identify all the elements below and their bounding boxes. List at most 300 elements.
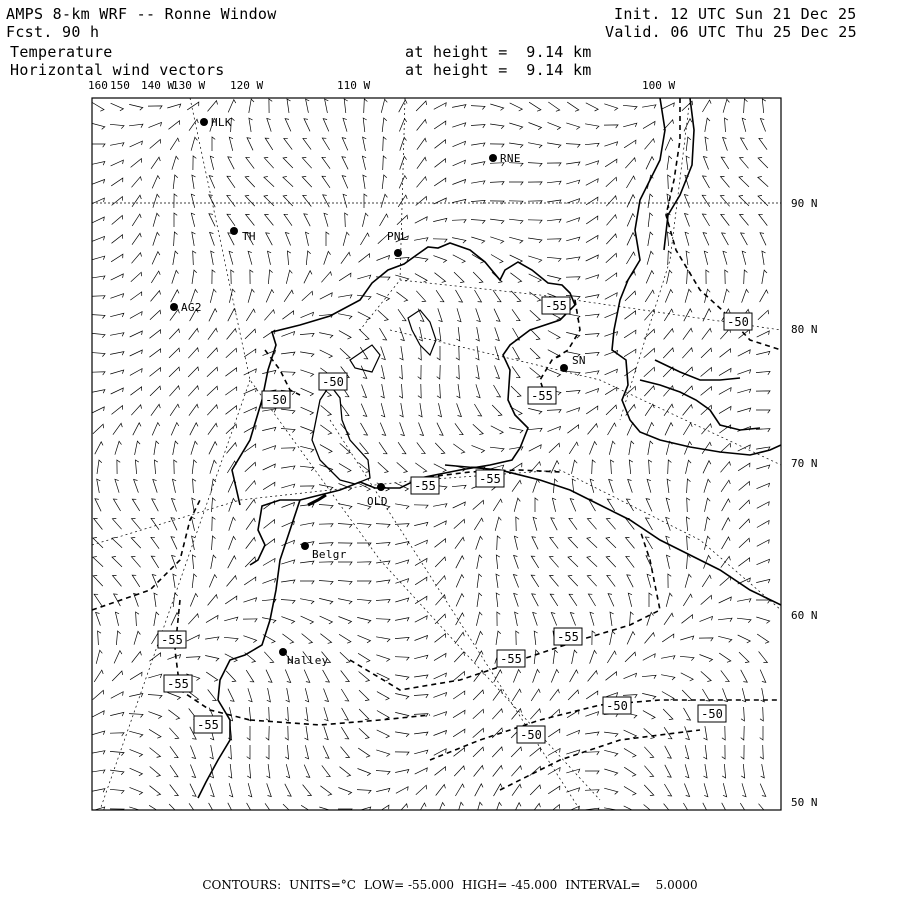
wind-barb [192,536,196,550]
wind-barb [490,237,503,244]
wind-barb [415,463,426,472]
wind-barb [338,581,352,585]
wind-barb [592,460,596,474]
wind-barb [287,99,291,113]
wind-barb [244,388,257,394]
wind-barb [515,612,519,626]
wind-barb [359,672,370,682]
wind-barb [528,182,542,185]
wind-barb [246,157,254,168]
wind-barb [647,612,654,625]
wind-barb [566,408,579,413]
wind-barb [91,180,104,185]
wind-barb [93,557,103,567]
wind-barb [624,786,636,795]
wind-barb [705,137,709,151]
wind-barb [190,784,196,797]
wind-barb [646,423,654,436]
wind-barb [664,804,673,815]
wind-barb [113,423,122,434]
wind-barb [605,369,618,375]
wind-barb [722,537,731,549]
wind-barb [509,428,523,434]
wind-barb [150,748,161,758]
wind-barb [471,106,485,110]
wind-barb [492,405,502,416]
wind-barb [243,598,256,602]
wind-barb [248,783,252,797]
field-name-temperature: Temperature [10,43,113,61]
wind-barb [722,233,729,245]
wind-barb [322,138,329,150]
wind-barb [756,465,769,469]
wind-barb [377,692,389,701]
wind-barb [417,138,426,149]
wind-barb [623,105,637,109]
wind-barb [414,732,428,736]
wind-barb [301,312,314,317]
wind-barb [741,726,745,740]
wind-barb [624,311,635,319]
wind-barb [756,410,770,413]
wind-barb [226,671,236,682]
wind-barb [359,329,369,340]
wind-barb [567,102,579,111]
wind-barb [741,707,744,721]
wind-barb [721,176,730,187]
wind-barb [433,256,446,263]
wind-barb [212,517,216,531]
wind-barb [111,178,123,186]
wind-barb [91,276,105,280]
wind-barb [646,499,652,512]
wind-barb [684,708,691,720]
wind-barb [704,536,710,550]
wind-barb [473,747,484,757]
wind-barb [456,327,459,341]
wind-barb [227,329,237,340]
wind-barb [725,270,728,284]
wind-barb [496,631,501,645]
wind-barb [686,137,691,151]
wind-barb [415,217,427,223]
wind-barb [702,214,709,226]
wind-barb [667,156,672,170]
wind-barb [604,750,618,756]
wind-barb [301,388,314,396]
wind-barb [629,460,633,474]
wind-barb [132,195,141,207]
wind-barb [569,442,578,454]
wind-barb [456,290,463,302]
wind-barb [433,712,446,717]
wind-barb [269,99,272,113]
wind-barb [624,140,636,148]
wind-barb [493,766,503,777]
wind-barb [473,272,483,283]
wind-barb [528,428,542,432]
wind-barb [117,460,120,474]
wind-barb [244,407,257,413]
wind-barb [132,233,141,244]
wind-barb [625,291,636,301]
wind-barb [91,296,105,299]
wind-barb [319,598,333,604]
wind-barb [720,576,731,585]
wind-barb [626,556,634,567]
wind-barb [338,599,352,605]
wind-barb [132,214,141,226]
wind-barb [585,712,598,717]
wind-barb [457,802,463,815]
wind-barb [187,635,200,641]
wind-barb [476,802,482,815]
wind-barb [341,671,350,682]
wind-barb [705,118,710,132]
wind-barb [530,709,540,719]
wind-barb [644,367,655,376]
wind-barb [758,177,768,187]
wind-barb [435,634,446,643]
wind-barb [687,479,691,493]
wind-barb [174,194,177,208]
wind-barb [471,220,485,224]
wind-barb [551,670,559,683]
wind-barb [419,327,423,341]
wind-barb [338,524,352,528]
wind-barb [130,387,141,395]
wind-barb [414,505,428,509]
wind-barb [286,270,292,284]
wind-barb [300,466,314,471]
wind-barb [757,540,769,547]
wind-barb [186,657,200,660]
wind-barb [737,618,751,623]
wind-barb [566,237,580,241]
wind-barb [174,213,177,227]
wind-barb [376,619,390,623]
wind-barb [151,556,158,568]
forecast-label: Fcst. [6,23,53,41]
wind-barb [585,389,598,394]
wind-barb [661,656,675,660]
wind-barb [381,365,385,379]
wind-barb [152,176,160,189]
wind-barb [569,518,577,529]
wind-barb [320,634,331,644]
wind-barb [207,348,217,358]
wind-barb [495,346,499,359]
wind-barb [414,257,428,262]
wind-barb [340,443,351,453]
wind-barb [415,596,427,603]
wind-barb [245,481,255,492]
wind-barb [229,251,233,264]
wind-barb [549,443,560,453]
wind-barb [720,443,731,452]
wind-barb [285,784,291,796]
wind-barb [756,371,770,374]
wind-barb [208,595,218,606]
wind-barb [453,444,464,453]
wind-barb [627,195,635,208]
wind-barb [496,593,500,607]
wind-barb [491,426,503,434]
wind-barb [719,597,732,603]
wind-barb [606,253,617,262]
wind-barb [648,232,653,246]
wind-barb [723,289,729,303]
wind-barb [208,101,218,112]
wind-barb [435,140,446,149]
wind-barb [756,617,769,623]
wind-barb [647,479,651,492]
wind-barb [228,309,236,321]
wind-barb [474,766,484,777]
wind-barb [759,138,767,149]
wind-barb [130,672,142,679]
wind-barb [112,197,123,206]
wind-barb [209,176,215,189]
wind-barb [133,423,141,435]
wind-barb [703,309,711,322]
wind-barb [206,615,218,622]
wind-barb [167,104,180,108]
wind-barb [682,615,693,624]
wind-barb [476,536,483,549]
wind-barb [702,195,710,207]
wind-barb [304,119,310,132]
wind-barb [363,118,367,132]
wind-barb [490,144,504,147]
wind-barb [227,195,235,206]
wind-barb [376,788,390,792]
wind-barb [243,619,257,622]
wind-barb [116,631,120,645]
wind-barb [548,768,560,775]
wind-barb [245,329,256,339]
wind-barb [626,499,633,511]
wind-barb [339,634,351,643]
wind-barb [627,214,635,227]
wind-barb [132,253,142,264]
wind-barb [533,479,540,492]
wind-barb [397,462,408,472]
wind-barb [400,137,407,150]
wind-barb [153,194,160,207]
wind-barb [435,576,445,587]
wind-barb [550,575,559,586]
wind-barb [414,238,428,242]
wind-barb [395,657,409,661]
wind-barb [171,290,179,302]
wind-barb [111,388,124,394]
wind-barb [647,251,653,264]
wind-barb [169,329,179,339]
wind-barb [131,159,142,168]
wind-barb [169,728,178,739]
wind-barb [149,729,161,738]
wind-barb [490,104,503,110]
wind-barb [229,783,233,797]
wind-barb [399,119,406,132]
wind-barb [624,673,637,678]
wind-barb [231,270,234,284]
wind-barb [395,732,409,737]
wind-barb [338,788,351,795]
wind-barb [324,689,329,702]
wind-barb [665,765,671,777]
station-dot [394,249,402,257]
wind-barb [300,561,314,565]
wind-barb [132,518,141,529]
wind-barb [169,386,179,396]
wind-barb [152,423,160,436]
wind-barb [91,162,105,166]
wind-barb [644,386,654,396]
wind-barb [212,498,216,512]
wind-barb [437,365,441,379]
wind-barb [647,574,651,587]
wind-barb [395,560,408,564]
wind-barb [512,709,522,720]
wind-barb [604,142,617,146]
wind-barb [112,556,122,567]
wind-barb [586,235,598,242]
wind-barb [509,237,523,243]
wind-barb [228,556,236,568]
wind-barb [760,290,769,302]
wind-barb [281,466,295,470]
wind-barb [738,558,749,566]
wind-barb [566,180,579,184]
wind-barb [528,143,542,148]
wind-barb [496,555,500,569]
wind-barb [549,556,558,567]
wind-barb [247,764,250,778]
wind-barb [610,631,616,645]
wind-barb [111,692,123,699]
wind-barb [167,655,180,660]
wind-barb [111,160,124,166]
wind-barb [338,295,352,299]
wind-barb [722,745,725,759]
wind-barb [720,349,731,358]
wind-barb [759,214,768,225]
wind-barb [471,162,485,166]
wind-barb [246,214,255,225]
wind-barb [756,391,770,394]
wind-barb [342,157,348,170]
wind-barb [757,559,770,564]
wind-barb [685,214,690,227]
map-title: AMPS 8-km WRF -- Ronne Window [6,5,277,23]
valid-time: Valid. 06 UTC Thu 25 Dec 25 [605,23,857,41]
wind-barb [490,219,504,224]
wind-barb [148,712,161,719]
wind-barb [93,575,103,586]
wind-barb [509,123,522,129]
wind-barb [452,123,465,127]
wind-barb [359,690,369,701]
wind-barb [395,675,409,680]
wind-barb [131,272,142,281]
wind-barb [452,485,466,489]
wind-barb [513,347,520,359]
wind-barb [604,769,617,775]
wind-barb [762,270,767,284]
wind-barb [189,404,198,415]
wind-barb [454,672,465,681]
wind-barb [701,424,711,434]
wind-barb [685,289,691,302]
wind-barb [362,213,368,227]
wind-barb [301,616,314,624]
wind-barb [756,429,770,432]
wind-barb [192,270,197,284]
wind-barb [210,460,217,473]
wind-barb [395,637,409,640]
wind-barb [760,670,766,683]
wind-barb [248,251,252,264]
wind-barb [248,289,254,302]
contour-label: -50 [727,315,749,329]
wind-barb [188,348,198,358]
contour-label: -55 [531,389,553,403]
wind-barb [547,257,561,261]
wind-barb [700,616,713,621]
wind-barb [282,540,295,545]
wind-barb [452,220,466,223]
wind-barb [285,233,290,246]
wind-barb [94,670,103,682]
wind-barb [455,784,464,796]
wind-barb [305,745,309,759]
wind-barb [112,671,123,681]
wind-barb [381,403,385,417]
wind-barb [399,365,402,379]
wind-barb [97,460,102,474]
wind-barb [645,633,655,644]
wind-barb [686,251,690,265]
wind-barb [649,593,652,607]
wind-barb [683,405,693,416]
wind-barb [130,292,141,300]
wind-barb [262,370,276,374]
wind-barb [740,803,747,815]
wind-barb [528,220,542,224]
wind-barb [566,162,580,166]
wind-barb [415,577,427,585]
station-dot [170,303,178,311]
wind-barb [497,536,501,550]
wind-barb [91,770,105,774]
wind-barb [283,177,293,187]
wind-barb [224,617,238,621]
wind-barb [475,346,479,360]
wind-barb [685,764,689,777]
wind-barb [130,749,143,756]
contour-label: -50 [520,728,542,742]
wind-barb [453,502,466,508]
wind-barb [227,443,237,454]
wind-barb [115,441,122,454]
station-label: OLD [367,495,388,508]
wind-barb [191,213,195,227]
wind-barb [361,366,367,379]
wind-barb [419,403,423,417]
wind-barb [646,157,654,170]
